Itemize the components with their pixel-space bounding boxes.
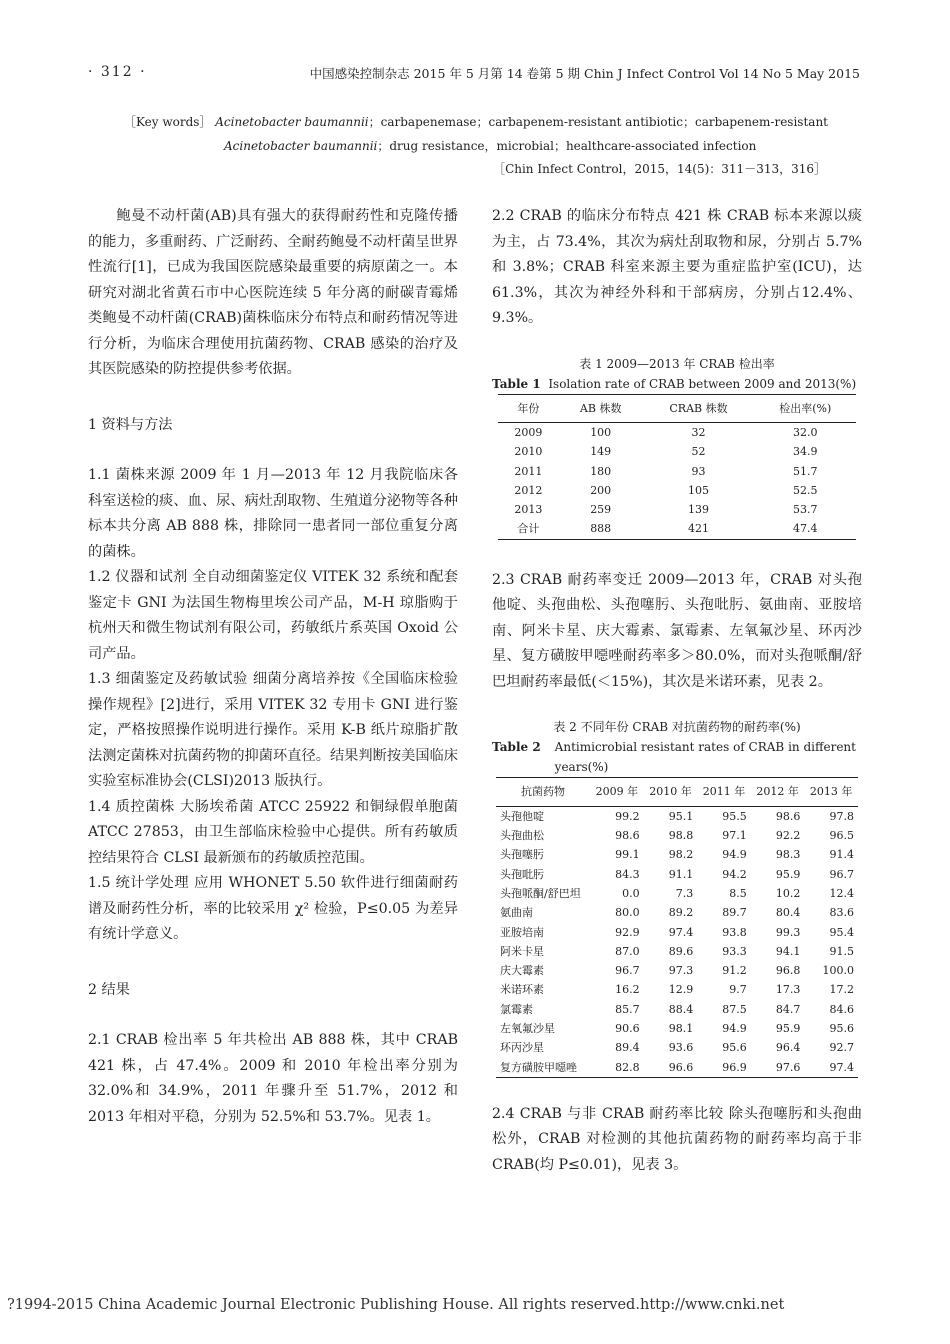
table-cell: 96.5 — [829, 829, 854, 843]
table-cell: 84.7 — [775, 1002, 801, 1016]
table-cell: 98.6 — [615, 829, 640, 843]
table-row — [498, 462, 856, 481]
table-cell: 97.4 — [668, 925, 694, 939]
table-row — [496, 865, 858, 884]
table-cell: 99.1 — [615, 848, 640, 862]
table-cell: 95.6 — [829, 1022, 854, 1036]
table-cell: 阿米卡星 — [500, 944, 544, 958]
paragraph-1-5: 1.5 统计学处理 应用 WHONET 5.50 软件进行细菌耐药谱及耐药性分析，率的比较采用 χ² 检验，P≤0.05 为差异有统计学意义。 — [88, 875, 458, 942]
table-cell: 96.6 — [644, 1058, 698, 1078]
table-cell: 89.2 — [668, 906, 694, 920]
table-cell: 98.3 — [775, 848, 801, 862]
table-cell: 95.1 — [668, 809, 694, 823]
table-row — [496, 923, 858, 942]
page-number: · 312 · — [88, 64, 147, 80]
table-cell: 96.8 — [775, 964, 801, 978]
table-row — [498, 500, 856, 519]
table-cell: 17.3 — [775, 983, 801, 997]
table-header-cell: AB 株数 — [559, 394, 643, 423]
table-1-caption-cn: 表 1 2009—2013 年 CRAB 检出率 — [579, 356, 775, 371]
table-cell: 91.1 — [668, 867, 694, 881]
table-cell: 92.9 — [615, 925, 640, 939]
table-cell: 2009 — [514, 426, 543, 439]
table-cell: 149 — [590, 445, 612, 459]
table-cell: 105 — [688, 483, 710, 497]
table-cell: 头孢曲松 — [500, 829, 544, 843]
table-cell: 93.3 — [722, 944, 747, 958]
table-cell: 95.9 — [775, 867, 801, 881]
table-row — [496, 942, 858, 961]
keywords-block — [124, 110, 844, 158]
section-1-title: 1 资料与方法 — [88, 416, 173, 433]
table-cell: 头孢他啶 — [500, 809, 544, 823]
table-row — [496, 884, 858, 903]
table-row — [496, 806, 858, 826]
table-row — [498, 481, 856, 500]
table-cell: 34.9 — [792, 445, 818, 459]
table-cell: 12.4 — [829, 886, 854, 900]
keywords-terms: ；carbapenemase；carbapenem-resistant antibiotic；carbapenem-resistant — [368, 115, 828, 129]
table-cell: 83.6 — [829, 906, 854, 920]
table-cell: 93 — [691, 464, 706, 478]
table-cell: 97.4 — [804, 1058, 858, 1078]
table-cell: 环丙沙星 — [500, 1041, 544, 1055]
table-row — [496, 1058, 858, 1078]
table-cell: 53.7 — [792, 503, 818, 517]
table-cell: 259 — [590, 503, 612, 517]
table-cell: 97.3 — [668, 964, 694, 978]
table-cell: 12.9 — [668, 983, 694, 997]
table-header-cell: 2009 年 — [590, 778, 644, 807]
table-row — [496, 1000, 858, 1019]
table-cell: 98.6 — [775, 809, 801, 823]
table-cell: 98.2 — [668, 848, 694, 862]
table-cell: 99.2 — [615, 809, 640, 823]
table-cell: 51.7 — [792, 464, 818, 478]
table-header-cell: CRAB 株数 — [643, 394, 755, 423]
table-header-cell: 2011 年 — [697, 778, 751, 807]
table-cell: 100 — [590, 426, 612, 439]
keywords-term-italic: Acinetobacter baumannii — [215, 115, 369, 129]
table-cell: 8.5 — [729, 886, 747, 900]
keywords-label: ［Key words］ — [124, 115, 212, 129]
paragraph-1-1: 1.1 菌株来源 2009 年 1 月—2013 年 12 月我院临床各科室送检的痰、血、尿、病灶刮取物、生殖道分泌物等各种标本共分离 AB 888 株，排除同一患者同一部位重复分离的菌株。 — [88, 467, 458, 560]
table-cell: 99.3 — [775, 925, 801, 939]
paragraph-1-4: 1.4 质控菌株 大肠埃希菌 ATCC 25922 和铜绿假单胞菌 ATCC 27853，由卫生部临床检验中心提供。所有药敏质控结果符合 CLSI 最新颁布的药敏质控范围。 — [88, 798, 458, 866]
table-cell: 98.8 — [668, 829, 694, 843]
table-cell: 2010 — [514, 445, 543, 459]
table-cell: 32 — [691, 426, 706, 439]
table-cell: 2013 — [514, 503, 543, 517]
table-cell: 97.1 — [722, 829, 747, 843]
table-cell: 96.7 — [615, 964, 640, 978]
table-cell: 84.3 — [615, 867, 640, 881]
table-cell: 庆大霉素 — [500, 964, 544, 978]
table-cell: 96.7 — [829, 867, 854, 881]
table-cell: 180 — [590, 464, 612, 478]
table-cell: 94.2 — [722, 867, 747, 881]
table-cell: 80.4 — [775, 906, 801, 920]
table-row — [496, 961, 858, 980]
table-2-caption-en: Table 2 Antimicrobial resistant rates of CRAB in different years(%) — [492, 740, 856, 775]
table-header-cell: 2012 年 — [751, 778, 805, 807]
table-cell: 421 — [643, 519, 755, 539]
table-cell: 32.0 — [792, 426, 818, 439]
table-cell: 92.7 — [829, 1041, 854, 1055]
keywords-line-2 — [124, 134, 844, 158]
table-cell: 复方磺胺甲噁唑 — [496, 1058, 590, 1078]
table-cell: 98.1 — [668, 1022, 694, 1036]
paragraph-2-4: 2.4 CRAB 与非 CRAB 耐药率比较 除头孢噻肟和头孢曲松外，CRAB 对检测的其他抗菌药物的耐药率均高于非 CRAB(均 P≤0.01)，见表 3。 — [492, 1105, 862, 1173]
table-cell: 亚胺培南 — [500, 925, 544, 939]
table-cell: 96.4 — [775, 1041, 801, 1055]
table-cell: 82.8 — [590, 1058, 644, 1078]
table-cell: 头孢吡肟 — [500, 867, 544, 881]
table-2 — [496, 777, 858, 1078]
table-cell: 93.6 — [668, 1041, 694, 1055]
journal-header: 中国感染控制杂志 2015 年 5 月第 14 卷第 5 期 Chin J Infect Control Vol 14 No 5 May 2015 — [309, 66, 860, 81]
table-header-cell: 检出率(%) — [754, 394, 856, 423]
table-cell: 90.6 — [615, 1022, 640, 1036]
table-cell: 合计 — [498, 519, 559, 539]
table-row — [496, 1038, 858, 1057]
table-row — [496, 903, 858, 922]
table-cell: 9.7 — [729, 983, 747, 997]
table-row — [496, 1019, 858, 1038]
paragraph-2-3: 2.3 CRAB 耐药率变迁 2009—2013 年，CRAB 对头孢他啶、头孢曲松、头孢噻肟、头孢吡肟、氨曲南、亚胺培南、阿米卡星、庆大霉素、氯霉素、左氧氟沙星、环丙沙星、复方磺胺甲噁唑耐药率多＞80.0%，而对头孢哌酮/舒巴坦耐药率最低(＜15%)，其次是米诺环素，见表 2。 — [492, 571, 862, 690]
table-cell: 2012 — [514, 483, 543, 497]
table-cell: 氯霉素 — [500, 1002, 533, 1016]
table-cell: 2011 — [514, 464, 543, 478]
table-row — [496, 980, 858, 999]
keywords-term-italic: Acinetobacter baumannii — [224, 139, 378, 153]
table-cell: 左氧氟沙星 — [500, 1022, 555, 1036]
table-cell: 52 — [691, 445, 706, 459]
table-cell: 89.6 — [668, 944, 694, 958]
table-header-cell: 年份 — [498, 394, 559, 423]
table-cell: 10.2 — [775, 886, 801, 900]
keywords-line-1 — [124, 110, 844, 134]
table-header-cell: 2010 年 — [644, 778, 698, 807]
table-cell: 94.9 — [722, 1022, 747, 1036]
table-cell: 95.5 — [722, 809, 747, 823]
table-row — [498, 519, 856, 539]
table-cell: 米诺环素 — [500, 983, 544, 997]
table-cell: 139 — [688, 503, 710, 517]
table-cell: 16.2 — [615, 983, 640, 997]
table-header-cell: 抗菌药物 — [496, 778, 590, 807]
table-2-caption-cn: 表 2 不同年份 CRAB 对抗菌药物的耐药率(%) — [553, 720, 801, 735]
table-cell: 头孢噻肟 — [500, 848, 544, 862]
table-row — [496, 845, 858, 864]
paragraph-1-2: 1.2 仪器和试剂 全自动细菌鉴定仪 VITEK 32 系统和配套鉴定卡 GNI 为法国生物梅里埃公司产品，M-H 琼脂购于杭州天和微生物试剂有限公司，药敏纸片系英国 Oxoid 公司产品。 — [88, 569, 458, 662]
table-row — [496, 826, 858, 845]
table-cell: 17.2 — [829, 983, 854, 997]
table-cell: 85.7 — [615, 1002, 640, 1016]
table-cell: 87.0 — [615, 944, 640, 958]
copyright-footer: ?1994-2015 China Academic Journal Electronic Publishing House. All rights reserved. — [7, 1297, 640, 1313]
left-column — [88, 204, 458, 1130]
table-cell: 0.0 — [622, 886, 640, 900]
paragraph-2-2: 2.2 CRAB 的临床分布特点 421 株 CRAB 标本来源以痰为主，占 73.4%，其次为病灶刮取物和尿，分别占 5.7%和 3.8%；CRAB 科室来源主要为重症监护室(ICU)，达 61.3%，其次为神经外科和干部病房，分别占12.4%、9.3%。 — [492, 208, 862, 326]
table-cell: 91.2 — [722, 964, 747, 978]
table-cell: 94.1 — [775, 944, 801, 958]
table-1 — [498, 394, 856, 540]
table-cell: 7.3 — [675, 886, 694, 900]
table-cell: 91.5 — [829, 944, 854, 958]
table-cell: 头孢哌酮/舒巴坦 — [500, 886, 581, 900]
table-cell: 氨曲南 — [500, 906, 533, 920]
keywords-terms: ；drug resistance，microbial；healthcare-associated infection — [377, 139, 757, 153]
table-row — [498, 442, 856, 461]
table-cell: 52.5 — [792, 483, 818, 497]
paragraph-2-1: 2.1 CRAB 检出率 5 年共检出 AB 888 株，其中 CRAB 421 株，占 47.4%。2009 和 2010 年检出率分别为 32.0%和 34.9%，2011 年骤升至 51.7%，2012 和 2013 年相对平稳，分别为 52.5%和 53.7%。见表 1。 — [88, 1032, 458, 1125]
table-cell: 94.9 — [722, 848, 747, 862]
table-row — [498, 423, 856, 443]
table-cell: 96.9 — [697, 1058, 751, 1078]
table-cell: 91.4 — [829, 848, 854, 862]
table-cell: 80.0 — [615, 906, 640, 920]
table-cell: 89.7 — [722, 906, 747, 920]
table-cell: 89.4 — [615, 1041, 640, 1055]
table-header-cell: 2013 年 — [804, 778, 858, 807]
citation: ［Chin Infect Control，2015，14(5)：311－313，316］ — [493, 162, 826, 176]
intro-paragraph: 鲍曼不动杆菌(AB)具有强大的获得耐药性和克隆传播的能力，多重耐药、广泛耐药、全耐药鲍曼不动杆菌呈世界性流行[1]，已成为我国医院感染最重要的病原菌之一。本研究对湖北省黄石市中心医院连续 5 年分离的耐碳青霉烯类鲍曼不动杆菌(CRAB)菌株临床分布特点和耐药情况等进行分析，为临床合理使用抗菌药物、CRAB 感染的治疗及其医院感染的防控提供参考依据。 — [88, 208, 458, 377]
paragraph-1-3: 1.3 细菌鉴定及药敏试验 细菌分离培养按《全国临床检验操作规程》[2]进行，采用 VITEK 32 专用卡 GNI 进行鉴定，严格按照操作说明进行操作。采用 K-B 纸片琼脂扩散法测定菌株对抗菌药物的抑菌环直径。结果判断按美国临床实验室标准协会(CLSI)2013 版执行。 — [88, 671, 458, 789]
table-cell: 200 — [590, 483, 612, 497]
table-cell: 97.6 — [751, 1058, 805, 1078]
table-cell: 100.0 — [822, 964, 854, 978]
table-cell: 93.8 — [722, 925, 747, 939]
table-cell: 95.6 — [722, 1041, 747, 1055]
table-cell: 87.5 — [722, 1002, 747, 1016]
table-cell: 84.6 — [829, 1002, 854, 1016]
right-column — [492, 204, 862, 1178]
table-cell: 47.4 — [754, 519, 856, 539]
table-cell: 92.2 — [775, 829, 801, 843]
table-cell: 95.9 — [775, 1022, 801, 1036]
table-cell: 88.4 — [668, 1002, 694, 1016]
table-cell: 97.8 — [829, 809, 854, 823]
table-1-caption-en: Table 1 Isolation rate of CRAB between 2009 and 2013(%) — [492, 376, 857, 391]
table-cell: 95.4 — [829, 925, 854, 939]
table-cell: 888 — [559, 519, 643, 539]
cnki-url[interactable]: http://www.cnki.net — [640, 1297, 785, 1313]
section-2-title: 2 结果 — [88, 981, 130, 998]
